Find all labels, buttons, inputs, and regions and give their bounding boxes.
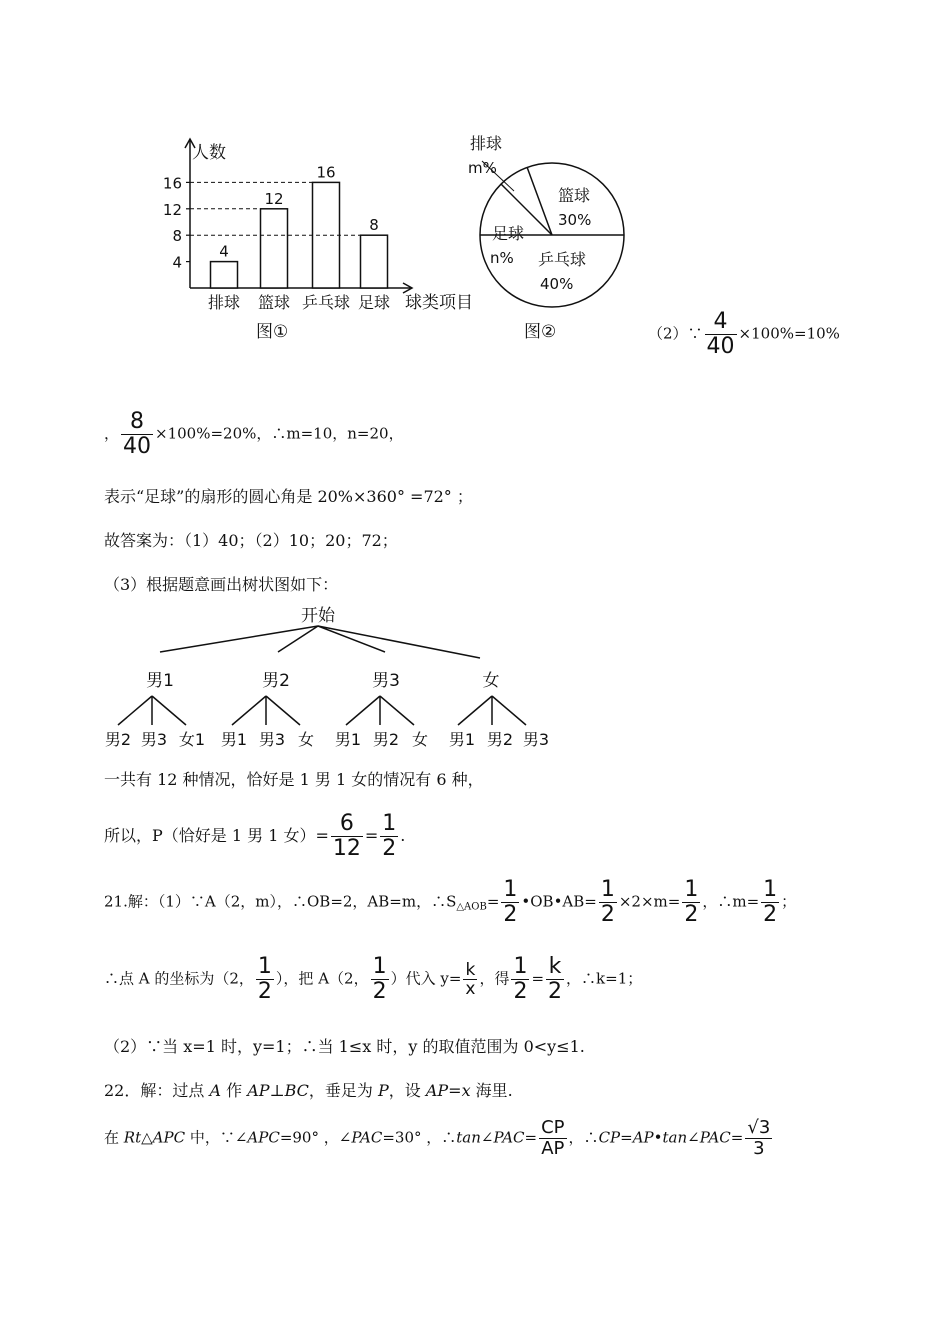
text: ∴点 A 的坐标为（2，	[104, 969, 254, 988]
tree-l1-node: 男1	[146, 671, 174, 691]
numerator: 1	[600, 877, 615, 902]
fraction	[501, 878, 519, 927]
q21-line1	[104, 878, 796, 927]
numerator: 4	[705, 310, 737, 335]
tree-l1-node: 男3	[372, 671, 400, 691]
denominator: 40	[123, 434, 152, 460]
numerator: 1	[503, 877, 518, 902]
tree-diagram	[100, 600, 560, 755]
tree-l2-node: 男1	[448, 730, 476, 749]
bar-xlabel: 球类项目	[405, 293, 473, 313]
text: PAC	[699, 1128, 731, 1147]
text: ，设	[388, 1081, 426, 1100]
pie-value-pingpong: 40%	[540, 275, 574, 293]
bar-ylabel: 人数	[192, 143, 226, 163]
text: 21.解：（1）∵A（2，m），∴OB=2，AB=m，∴S	[104, 892, 457, 911]
pie-chart	[460, 125, 640, 350]
fraction	[331, 812, 363, 861]
bar-value-label: 16	[316, 163, 336, 182]
text: ，∴k=1；	[566, 969, 643, 988]
text: =90° ，∠	[279, 1128, 352, 1147]
denominator: 2	[503, 902, 518, 928]
x-category-label: 排球	[207, 293, 241, 312]
text: 22．解：过点	[104, 1081, 210, 1100]
answer-line-angle: 表示“足球”的扇形的圆心角是 20%×360° =72° ；	[104, 487, 473, 506]
text: PAC	[493, 1128, 525, 1147]
text: ，	[104, 424, 120, 443]
fraction	[705, 310, 737, 359]
tree-l2-node: 男3	[258, 730, 286, 749]
pie-label-pingpong: 乒乓球	[538, 250, 587, 269]
subscript: △AOB	[456, 901, 487, 913]
bar	[361, 235, 388, 288]
text: ⊥	[269, 1081, 285, 1100]
text: Rt	[123, 1128, 142, 1147]
text: •OB•AB=	[521, 892, 597, 911]
denominator: 2	[382, 836, 397, 862]
fraction	[745, 1118, 772, 1159]
fraction	[511, 955, 529, 1004]
text: tan	[456, 1128, 481, 1147]
fraction	[546, 955, 564, 1004]
numerator: 1	[763, 877, 778, 902]
bar-caption: 图①	[256, 322, 289, 342]
fraction	[761, 878, 779, 927]
numerator: 1	[382, 811, 397, 836]
q22-line1	[104, 1078, 513, 1101]
text: ×100%=20%，∴m=10，n=20，	[155, 424, 404, 443]
numerator: 1	[513, 954, 528, 979]
tree-l2-node: 男2	[486, 730, 514, 749]
text: PAC	[351, 1128, 383, 1147]
pie-caption: 图②	[524, 322, 557, 342]
text: BC	[284, 1081, 309, 1100]
numerator: CP	[541, 1117, 565, 1138]
bar	[211, 262, 238, 288]
text: ，垂足为	[308, 1081, 378, 1100]
text: =	[364, 826, 379, 846]
text: △	[141, 1128, 153, 1147]
text: AP	[247, 1081, 270, 1100]
bar	[261, 209, 288, 288]
numerator: 1	[372, 954, 387, 979]
fraction	[380, 812, 398, 861]
text: ；	[781, 892, 797, 911]
x-category-label: 篮球	[257, 293, 291, 312]
text: ），把 A（2，	[275, 969, 369, 988]
text: （2）∵	[648, 324, 703, 343]
text: ，∴m=	[702, 892, 760, 911]
pie-label-basketball: 篮球	[558, 186, 591, 205]
text: =	[730, 1128, 744, 1147]
numerator: 1	[257, 954, 272, 979]
text: CP	[598, 1128, 621, 1147]
numerator: 1	[684, 877, 699, 902]
text: 海里.	[470, 1081, 513, 1100]
text: =	[448, 1081, 462, 1100]
answer-line-percent-football	[104, 410, 404, 459]
tree-intro: （3）根据题意画出树状图如下：	[104, 575, 339, 594]
y-tick-label: 12	[162, 200, 182, 219]
text: A	[209, 1081, 222, 1100]
text: •	[653, 1128, 663, 1147]
bar-value-label: 12	[264, 189, 284, 208]
fraction	[463, 961, 477, 999]
numerator: k	[546, 955, 564, 980]
tree-l2-node: 男3	[140, 730, 168, 749]
text: P	[377, 1081, 389, 1100]
fraction	[539, 1118, 566, 1159]
q21-line2	[104, 955, 642, 1004]
y-tick-label: 8	[172, 227, 182, 246]
tree-l2-node: 男3	[522, 730, 550, 749]
text: =	[524, 1128, 538, 1147]
text: AP	[632, 1128, 654, 1147]
text: =	[486, 892, 500, 911]
y-tick-label: 16	[162, 174, 182, 193]
pie-value-volleyball: m%	[468, 159, 497, 177]
denominator: 2	[372, 979, 387, 1005]
fraction	[682, 878, 700, 927]
pie-divider-basketball	[527, 167, 552, 235]
text: ）代入 y=	[390, 969, 462, 988]
fraction	[371, 955, 389, 1004]
text: APC	[152, 1128, 186, 1147]
probability-line	[104, 812, 405, 861]
bar-value-label: 8	[369, 216, 379, 235]
denominator: 2	[548, 979, 563, 1005]
bar-value-label: 4	[219, 242, 229, 261]
tree-l2-node: 男2	[104, 730, 132, 749]
tree-l2-node: 女	[297, 730, 315, 749]
text: ，∴	[568, 1128, 599, 1147]
denominator: AP	[541, 1137, 565, 1159]
numerator: √3	[747, 1117, 771, 1138]
bar-chart	[150, 125, 490, 350]
text: x	[461, 1081, 471, 1100]
numerator: k	[463, 961, 477, 981]
denominator: 12	[332, 836, 361, 862]
x-category-label: 足球	[357, 293, 391, 312]
text: .	[400, 826, 406, 846]
denominator: 3	[753, 1137, 765, 1159]
text: 作	[221, 1081, 248, 1100]
answer-summary: 故答案为：（1）40；（2）10；20；72；	[104, 531, 398, 550]
q21-line3: （2）∵当 x=1 时，y=1；∴当 1≤x 时，y 的取值范围为 0<y≤1.	[104, 1037, 585, 1056]
tree-root: 开始	[301, 606, 335, 626]
tree-l1-node: 男2	[262, 671, 290, 691]
text: AP	[425, 1081, 449, 1100]
text: =	[531, 969, 545, 988]
text: ×2×m=	[618, 892, 681, 911]
tree-l2-node: 男2	[372, 730, 400, 749]
denominator: 2	[513, 979, 528, 1005]
text: 所以，P（恰好是 1 男 1 女）=	[104, 826, 329, 846]
text: tan	[662, 1128, 688, 1147]
tree-l2-node: 女	[411, 730, 429, 749]
denominator: 2	[763, 902, 778, 928]
pie-label-volleyball: 排球	[470, 134, 503, 153]
tree-edges	[118, 626, 526, 725]
tree-l2-node: 男1	[334, 730, 362, 749]
denominator: 2	[684, 902, 699, 928]
tree-l2-node: 男1	[220, 730, 248, 749]
denominator: 2	[257, 979, 272, 1005]
denominator: x	[465, 979, 476, 1000]
text: =30° ，∴	[382, 1128, 457, 1147]
text: ，得	[479, 969, 510, 988]
q22-line2	[104, 1118, 774, 1159]
pie-label-football: 足球	[492, 224, 525, 243]
text: 在	[104, 1128, 124, 1147]
denominator: 2	[600, 902, 615, 928]
fraction	[599, 878, 617, 927]
numerator: 6	[331, 812, 363, 837]
tree-l1-node: 女	[482, 671, 500, 691]
fraction	[256, 955, 274, 1004]
numerator: 8	[121, 410, 153, 435]
text: ×100%=10%	[738, 324, 840, 343]
pie-value-football: n%	[490, 249, 514, 267]
pie-value-basketball: 30%	[558, 211, 592, 229]
text: 中，∵∠	[185, 1128, 248, 1147]
text: ∠	[687, 1128, 700, 1147]
outcome-count: 一共有 12 种情况，恰好是 1 男 1 女的情况有 6 种，	[104, 770, 484, 789]
y-tick-label: 4	[172, 253, 182, 272]
answer-line-percent-volleyball	[648, 310, 840, 359]
text: =	[620, 1128, 633, 1147]
fraction	[121, 410, 153, 459]
denominator: 40	[706, 334, 735, 360]
tree-l2-node: 女1	[178, 730, 206, 749]
text: APC	[247, 1128, 280, 1147]
x-category-label: 乒乓球	[301, 293, 351, 312]
text: ∠	[480, 1128, 494, 1147]
